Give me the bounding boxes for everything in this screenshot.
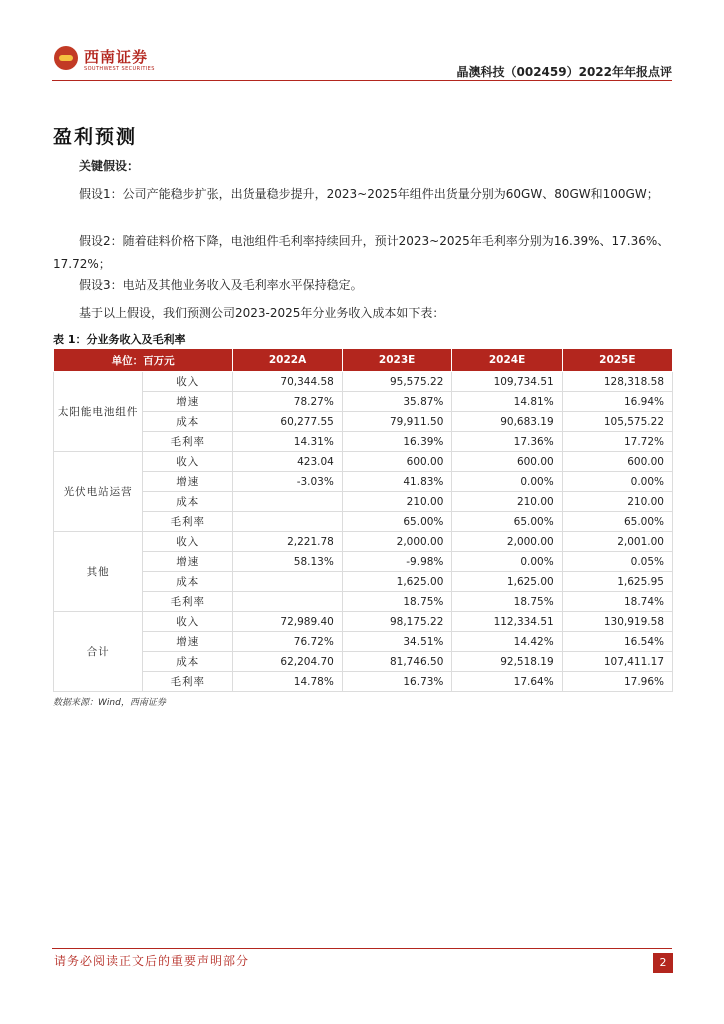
table-cell bbox=[233, 512, 343, 532]
segment-name: 光伏电站运营 bbox=[54, 452, 143, 532]
logo-emblem-icon bbox=[54, 46, 78, 70]
table-cell: 17.72% bbox=[562, 432, 672, 452]
table-cell: 210.00 bbox=[342, 492, 452, 512]
logo-name-cn: 西南证券 bbox=[84, 48, 149, 66]
table-row bbox=[54, 532, 673, 552]
page-header bbox=[0, 0, 724, 82]
table-cell: 2,000.00 bbox=[342, 532, 452, 552]
table-cell: 423.04 bbox=[233, 452, 343, 472]
table-cell: 79,911.50 bbox=[342, 412, 452, 432]
table-cell: 1,625.95 bbox=[562, 572, 672, 592]
table-cell: 600.00 bbox=[452, 452, 562, 472]
company-logo bbox=[54, 44, 158, 76]
table-cell: 17.96% bbox=[562, 672, 672, 692]
table-cell: 34.51% bbox=[342, 632, 452, 652]
table-row bbox=[54, 392, 673, 412]
metric-label: 收入 bbox=[143, 612, 233, 632]
table-cell: 90,683.19 bbox=[452, 412, 562, 432]
table-cell: 600.00 bbox=[342, 452, 452, 472]
assumption-paragraph-1: 假设1：公司产能稳步扩张，出货量稳步提升，2023~2025年组件出货量分别为60GW、80GW和100GW； bbox=[79, 187, 659, 201]
table-cell: 18.75% bbox=[342, 592, 452, 612]
table-cell: 92,518.19 bbox=[452, 652, 562, 672]
table-cell bbox=[233, 492, 343, 512]
table-row bbox=[54, 472, 673, 492]
year-header: 2024E bbox=[452, 349, 562, 372]
table-cell: -3.03% bbox=[233, 472, 343, 492]
table-cell: 17.64% bbox=[452, 672, 562, 692]
table-cell: 98,175.22 bbox=[342, 612, 452, 632]
table-cell: 17.36% bbox=[452, 432, 562, 452]
table-cell: 1,625.00 bbox=[452, 572, 562, 592]
section-title: 盈利预测 bbox=[53, 126, 138, 148]
table-row bbox=[54, 492, 673, 512]
table-cell: 14.81% bbox=[452, 392, 562, 412]
assumption-paragraph-2: 假设2：随着硅料价格下降，电池组件毛利率持续回升，预计2023~2025年毛利率分别为16.39%、17.36%、17.72%； bbox=[53, 234, 670, 271]
table-cell: 2,221.78 bbox=[233, 532, 343, 552]
table-cell: 0.00% bbox=[452, 472, 562, 492]
table-cell: 14.78% bbox=[233, 672, 343, 692]
metric-label: 收入 bbox=[143, 452, 233, 472]
table-cell: 14.42% bbox=[452, 632, 562, 652]
table-cell: 70,344.58 bbox=[233, 372, 343, 392]
key-assumptions-label: 关键假设： bbox=[79, 159, 140, 173]
table-cell: 65.00% bbox=[562, 512, 672, 532]
table-row bbox=[54, 372, 673, 392]
table-cell: 107,411.17 bbox=[562, 652, 672, 672]
table-row bbox=[54, 432, 673, 452]
metric-label: 增速 bbox=[143, 632, 233, 652]
table-cell: 95,575.22 bbox=[342, 372, 452, 392]
table-cell bbox=[233, 592, 343, 612]
table-cell: 1,625.00 bbox=[342, 572, 452, 592]
table-cell: 65.00% bbox=[342, 512, 452, 532]
table-cell: 105,575.22 bbox=[562, 412, 672, 432]
metric-label: 成本 bbox=[143, 492, 233, 512]
table-cell: 0.00% bbox=[562, 472, 672, 492]
metric-label: 增速 bbox=[143, 552, 233, 572]
year-header: 2023E bbox=[342, 349, 452, 372]
footer-divider bbox=[52, 948, 672, 949]
table-row bbox=[54, 652, 673, 672]
table-cell: 210.00 bbox=[562, 492, 672, 512]
forecast-intro-paragraph: 基于以上假设，我们预测公司2023-2025年分业务收入成本如下表： bbox=[79, 306, 445, 320]
table-cell: 76.72% bbox=[233, 632, 343, 652]
segment-name: 其他 bbox=[54, 532, 143, 612]
table-row bbox=[54, 452, 673, 472]
metric-label: 毛利率 bbox=[143, 672, 233, 692]
metric-label: 成本 bbox=[143, 652, 233, 672]
table-cell: 14.31% bbox=[233, 432, 343, 452]
table-cell: 60,277.55 bbox=[233, 412, 343, 432]
assumption-paragraph-3: 假设3：电站及其他业务收入及毛利率水平保持稳定。 bbox=[79, 278, 363, 292]
table-cell: 2,001.00 bbox=[562, 532, 672, 552]
footer-disclaimer: 请务必阅读正文后的重要声明部分 bbox=[54, 954, 250, 968]
table-cell: 62,204.70 bbox=[233, 652, 343, 672]
segment-name: 太阳能电池组件 bbox=[54, 372, 143, 452]
metric-label: 毛利率 bbox=[143, 432, 233, 452]
table-row bbox=[54, 592, 673, 612]
table-cell: 81,746.50 bbox=[342, 652, 452, 672]
table-cell: 35.87% bbox=[342, 392, 452, 412]
metric-label: 成本 bbox=[143, 412, 233, 432]
table-cell: 78.27% bbox=[233, 392, 343, 412]
table-cell: 2,000.00 bbox=[452, 532, 562, 552]
table-row bbox=[54, 412, 673, 432]
table-cell: 128,318.58 bbox=[562, 372, 672, 392]
table-row bbox=[54, 552, 673, 572]
table-cell: 58.13% bbox=[233, 552, 343, 572]
table-cell: 18.74% bbox=[562, 592, 672, 612]
segment-revenue-table bbox=[53, 348, 673, 692]
table-cell: 41.83% bbox=[342, 472, 452, 492]
table-cell: 112,334.51 bbox=[452, 612, 562, 632]
table-caption: 表 1：分业务收入及毛利率 bbox=[53, 333, 186, 346]
metric-label: 成本 bbox=[143, 572, 233, 592]
year-header: 2025E bbox=[562, 349, 672, 372]
metric-label: 收入 bbox=[143, 532, 233, 552]
table-cell: 600.00 bbox=[562, 452, 672, 472]
metric-label: 毛利率 bbox=[143, 512, 233, 532]
metric-label: 增速 bbox=[143, 392, 233, 412]
table-row bbox=[54, 512, 673, 532]
table-row bbox=[54, 572, 673, 592]
table-row bbox=[54, 632, 673, 652]
segment-name: 合计 bbox=[54, 612, 143, 692]
table-cell: 16.54% bbox=[562, 632, 672, 652]
table-row bbox=[54, 672, 673, 692]
table-cell: 65.00% bbox=[452, 512, 562, 532]
table-row bbox=[54, 612, 673, 632]
table-cell: -9.98% bbox=[342, 552, 452, 572]
page-number: 2 bbox=[653, 953, 673, 973]
table-cell: 210.00 bbox=[452, 492, 562, 512]
table-cell: 0.05% bbox=[562, 552, 672, 572]
table-header-row bbox=[54, 349, 673, 372]
metric-label: 毛利率 bbox=[143, 592, 233, 612]
report-title: 晶澳科技（002459）2022年年报点评 bbox=[456, 65, 672, 79]
table-cell: 109,734.51 bbox=[452, 372, 562, 392]
year-header: 2022A bbox=[233, 349, 343, 372]
table-cell: 16.39% bbox=[342, 432, 452, 452]
metric-label: 收入 bbox=[143, 372, 233, 392]
table-source-note: 数据来源：Wind，西南证券 bbox=[53, 698, 166, 708]
header-divider bbox=[52, 80, 672, 81]
table-cell: 72,989.40 bbox=[233, 612, 343, 632]
table-cell: 130,919.58 bbox=[562, 612, 672, 632]
table-cell: 16.94% bbox=[562, 392, 672, 412]
table-cell bbox=[233, 572, 343, 592]
table-cell: 16.73% bbox=[342, 672, 452, 692]
unit-header: 单位：百万元 bbox=[54, 349, 233, 372]
table-cell: 18.75% bbox=[452, 592, 562, 612]
logo-name-en: SOUTHWEST SECURITIES bbox=[84, 66, 155, 72]
metric-label: 增速 bbox=[143, 472, 233, 492]
table-cell: 0.00% bbox=[452, 552, 562, 572]
